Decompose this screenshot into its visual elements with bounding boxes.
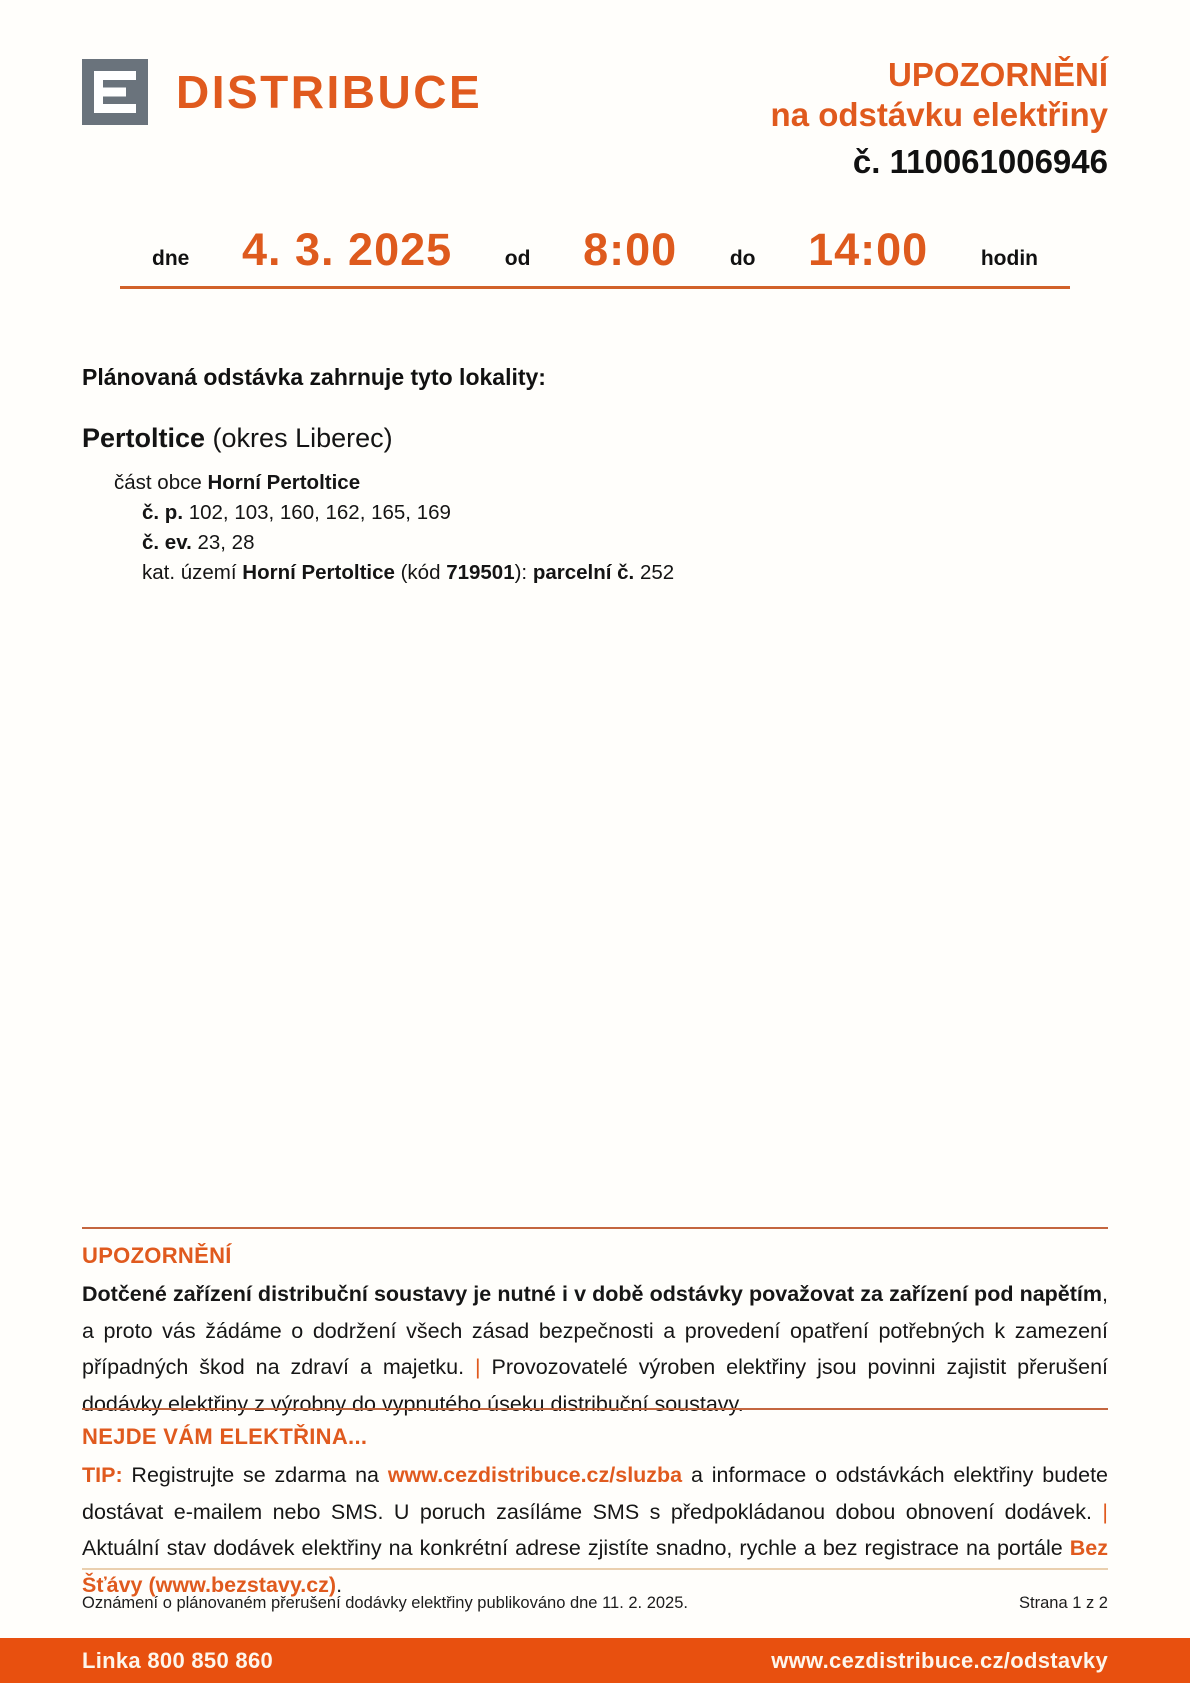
locality-line-part-of-town: část obce Horní Pertoltice	[114, 471, 361, 494]
municipality-line: Pertoltice (okres Liberec)	[82, 423, 393, 453]
hours-label: hodin	[980, 247, 1038, 270]
from-label: od	[504, 247, 531, 270]
help-paragraph: TIP: Registrujte se zdarma na www.cezdistribuce.cz/sluzba a informace o odstávkách elektřiny budete dostávat e-mailem nebo SMS. U poruch zasíláme SMS s předpokládanou dobou obnovení dodávek. | Aktuální stav dodávek elektřiny na konkrétní adrese zjistíte snadno, rychle a bez registrace na portále Bez Šťávy (www.bezstavy.cz).	[82, 1463, 1109, 1597]
cez-logo-icon	[82, 59, 148, 125]
warning-paragraph: Dotčené zařízení distribuční soustavy je nutné i v době odstávky považovat za zařízení pod napětím, a proto vás žádáme o dodržení všech zásad bezpečnosti a provedení opatření potřebných k zamezení případných škod na zdraví a majetku. | Provozovatelé výroben elektřiny jsou povinni zajistit přerušení dodávky elektřiny z výrobny do vypnutého úseku distribuční soustavy.	[82, 1282, 1108, 1416]
outage-schedule	[120, 224, 1070, 289]
locations-heading: Plánovaná odstávka zahrnuje tyto lokality:	[82, 364, 546, 390]
from-time: 8:00	[583, 224, 678, 275]
to-time: 14:00	[808, 224, 929, 275]
header	[82, 55, 1108, 182]
locality-detail-list	[82, 468, 1108, 588]
warning-section	[82, 1227, 1108, 1422]
footer-note-row	[82, 1568, 1108, 1613]
locations-section	[82, 364, 1108, 588]
locality-line-cadastre: kat. území Horní Pertoltice (kód 719501): parcelní č. 252	[142, 561, 675, 584]
bottom-sections	[82, 1227, 1108, 1627]
brand	[82, 59, 482, 125]
day-label: dne	[152, 247, 190, 270]
footer-url: www.cezdistribuce.cz/odstavky	[771, 1647, 1108, 1673]
footer-bar	[0, 1638, 1190, 1683]
notice-number: č. 110061006946	[852, 143, 1108, 180]
brand-text: DISTRIBUCE	[176, 66, 483, 118]
to-label: do	[729, 247, 756, 270]
notice-title-block	[771, 55, 1108, 182]
warning-heading: UPOZORNĚNÍ	[82, 1243, 232, 1268]
locality-line-ev-numbers: č. ev. 23, 28	[142, 531, 255, 554]
notice-title: UPOZORNĚNÍ	[887, 56, 1108, 93]
locality-line-house-numbers: č. p. 102, 103, 160, 162, 165, 169	[142, 501, 451, 524]
outage-date: 4. 3. 2025	[241, 224, 453, 275]
publication-note: Oznámení o plánovaném přerušení dodávky elektřiny publikováno dne 11. 2. 2025.	[82, 1594, 688, 1612]
page-number: Strana 1 z 2	[1019, 1594, 1108, 1612]
support-phone: Linka 800 850 860	[82, 1647, 274, 1673]
notice-subtitle: na odstávku elektřiny	[770, 96, 1108, 133]
help-heading: NEJDE VÁM ELEKTŘINA...	[82, 1424, 368, 1449]
